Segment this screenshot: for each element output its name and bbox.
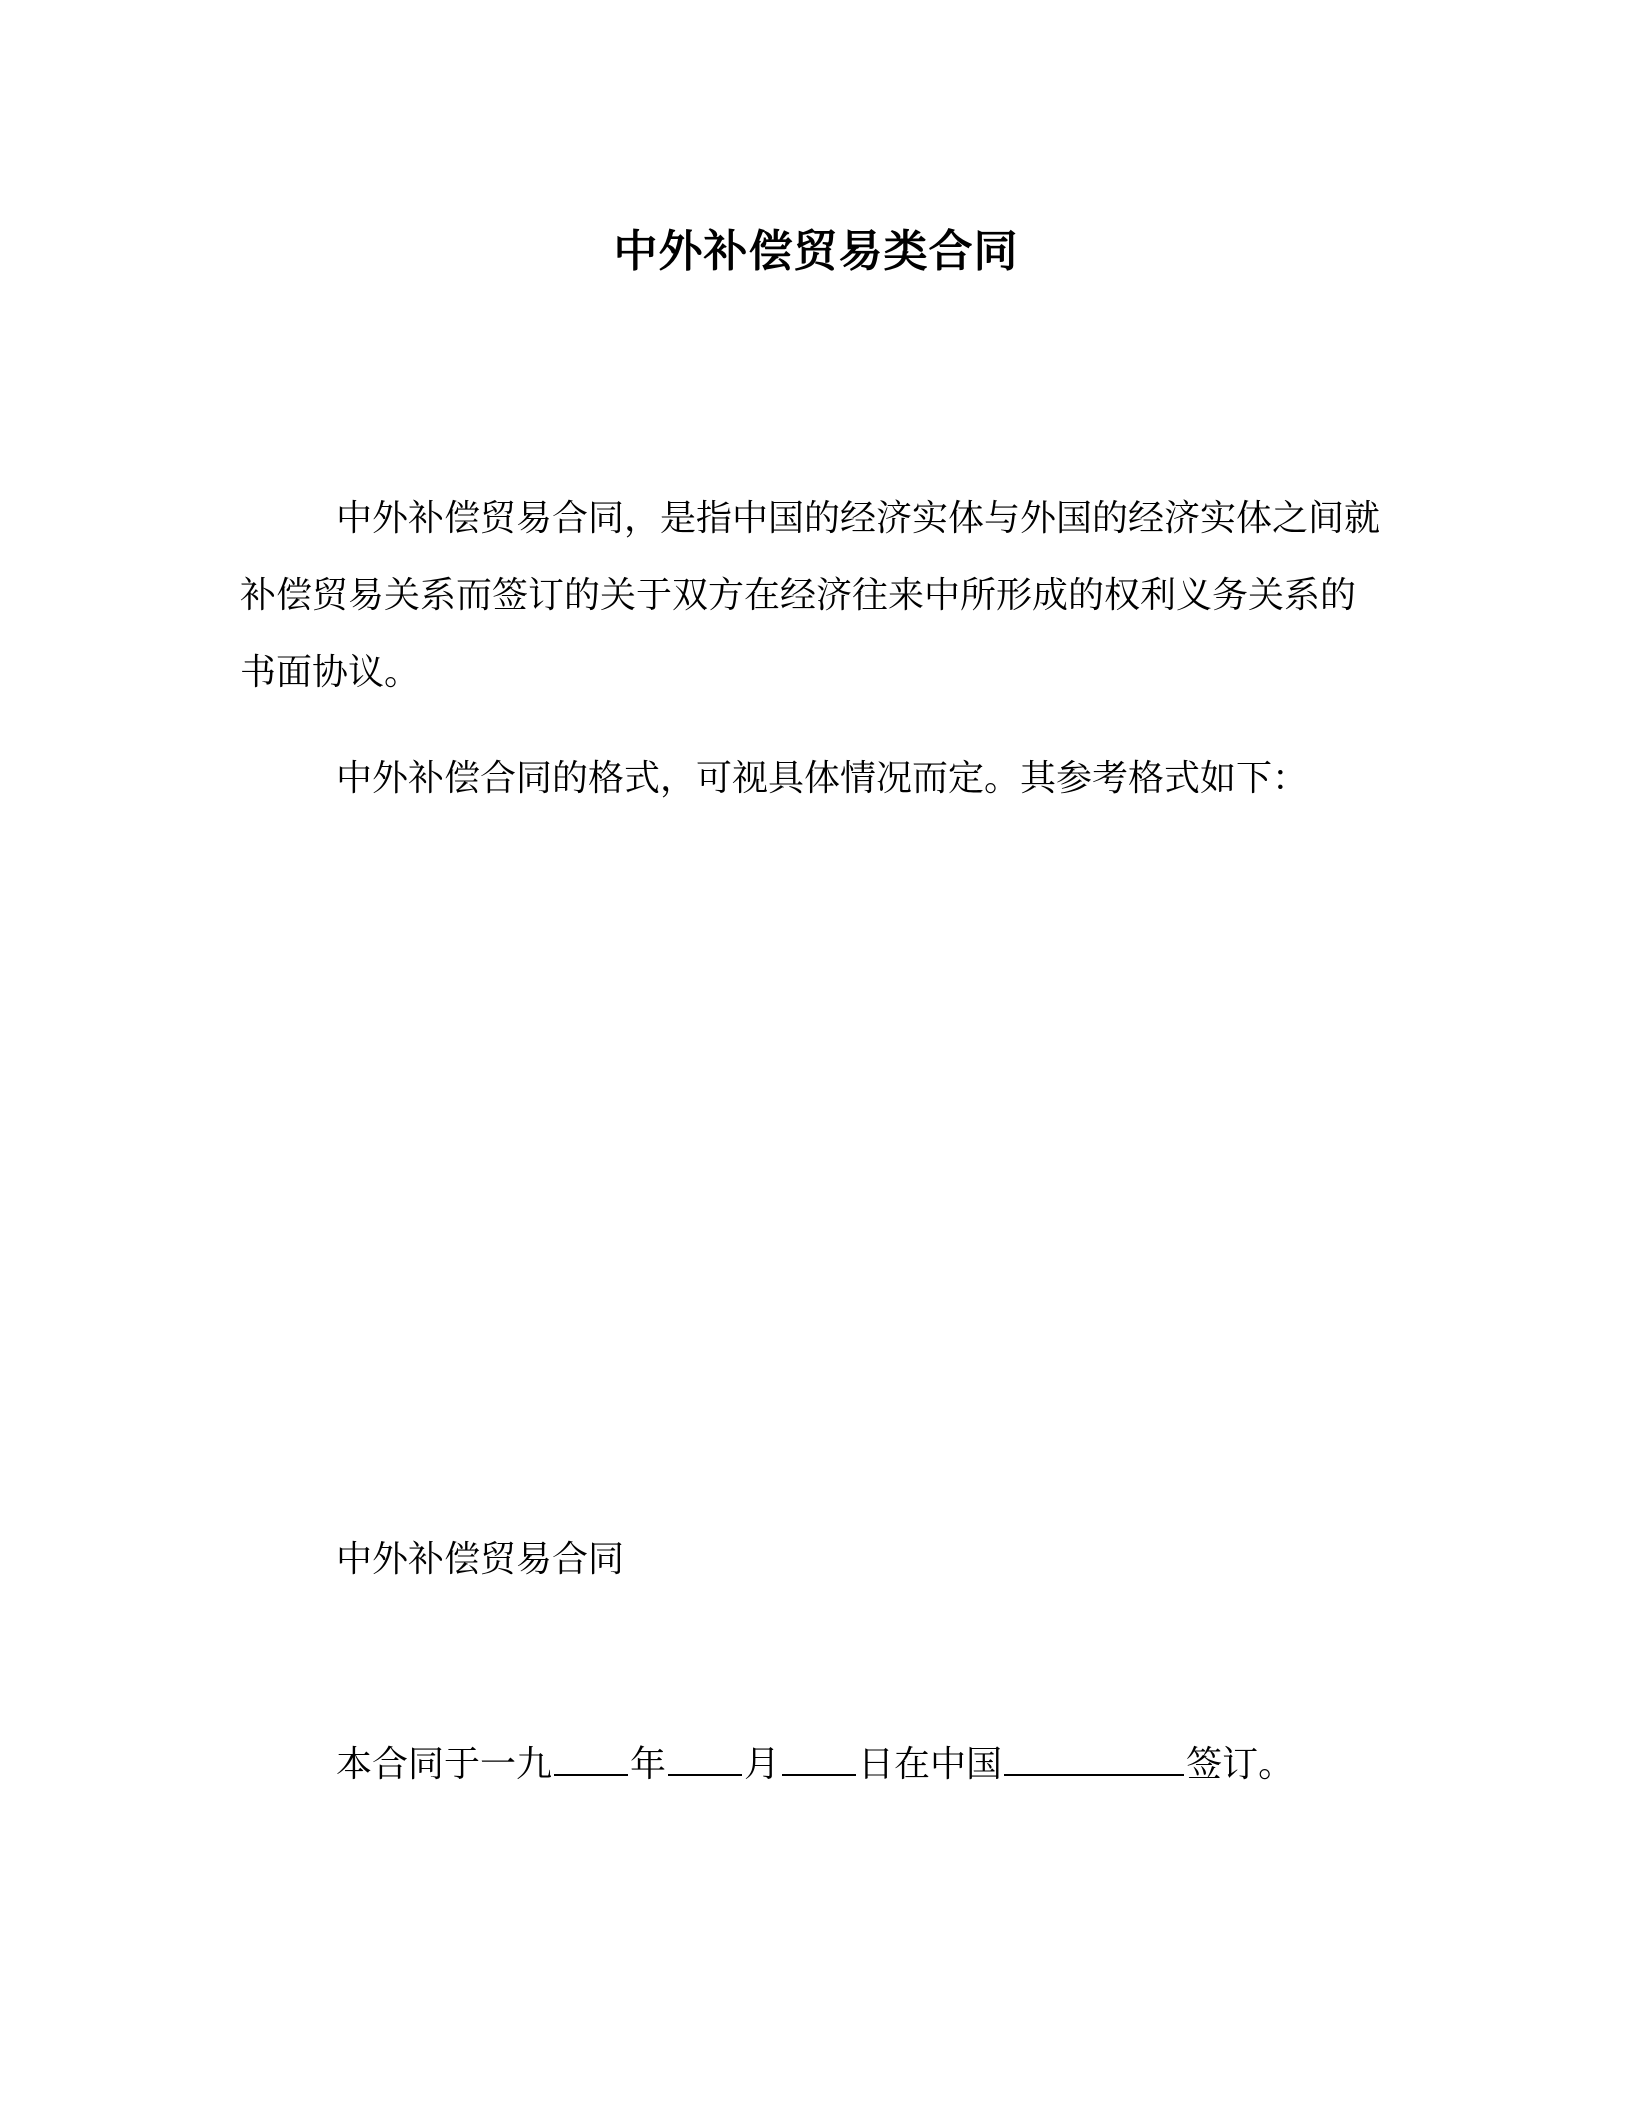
format-note-paragraph: 中外补偿合同的格式，可视具体情况而定。其参考格式如下： [336, 758, 1309, 799]
signing-year-label: 年 [630, 1744, 667, 1785]
month-blank [668, 1740, 742, 1776]
document-title: 中外补偿贸易类合同 [613, 226, 1019, 277]
signing-suffix: 签订。 [1186, 1744, 1295, 1785]
signing-month-label: 月 [744, 1744, 781, 1785]
day-blank [782, 1740, 856, 1776]
intro-paragraph: 中外补偿贸易合同，是指中国的经济实体与外国的经济实体之间就补偿贸易关系而签订的关于双方在经济往来中所形成的权利义务关系的书面协议。 [240, 498, 1381, 693]
signing-prefix: 本合同于一九 [336, 1744, 553, 1785]
signing-line [336, 1740, 1294, 1790]
year-blank [554, 1740, 628, 1776]
location-blank [1004, 1740, 1184, 1776]
contract-heading: 中外补偿贸易合同 [336, 1539, 625, 1580]
signing-day-location-label: 日在中国 [858, 1744, 1003, 1785]
